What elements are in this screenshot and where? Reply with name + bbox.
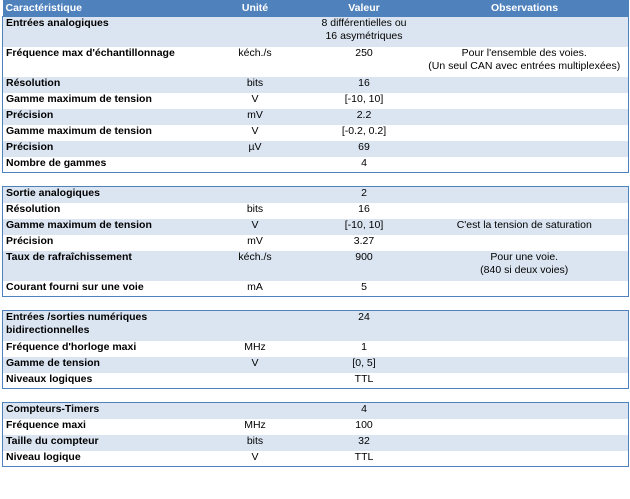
characteristic-cell	[3, 311, 203, 341]
value-text: 900	[355, 250, 373, 263]
table-row	[3, 219, 629, 235]
characteristic-cell	[3, 341, 203, 357]
value-text: 1	[361, 340, 367, 353]
value-cell	[308, 47, 421, 77]
table-row	[3, 435, 629, 451]
observation-text: Pour l'ensemble des voies.	[461, 46, 587, 59]
observation-cell	[421, 451, 629, 467]
characteristic-text: Niveaux logiques	[6, 372, 93, 385]
unit-cell	[203, 203, 308, 219]
unit-text: MHz	[244, 418, 266, 431]
observation-cell	[421, 373, 629, 389]
observation-text: (840 si deux voies)	[480, 263, 569, 276]
characteristic-text: Taille du compteur	[6, 434, 99, 447]
observation-cell	[421, 187, 629, 203]
observation-cell	[421, 235, 629, 251]
observation-cell	[421, 341, 629, 357]
value-text: 69	[358, 140, 370, 153]
unit-cell	[203, 435, 308, 451]
spacer-cell	[3, 389, 629, 403]
characteristic-text: Résolution	[6, 76, 61, 89]
header-caracteristique: Caractéristique	[3, 0, 203, 17]
observation-cell	[421, 47, 629, 77]
observation-cell	[421, 203, 629, 219]
observation-text: Pour une voie.	[490, 250, 559, 263]
characteristic-text: Précision	[6, 108, 54, 121]
unit-cell	[203, 219, 308, 235]
value-text: 16	[358, 202, 370, 215]
characteristic-cell	[3, 17, 203, 47]
table-row	[3, 109, 629, 125]
table-row	[3, 17, 629, 47]
table-row	[3, 157, 629, 173]
table-row	[3, 373, 629, 389]
characteristic-cell	[3, 419, 203, 435]
observation-cell	[421, 435, 629, 451]
table-row	[3, 357, 629, 373]
unit-cell	[203, 125, 308, 141]
table-row	[3, 141, 629, 157]
unit-text: V	[251, 450, 259, 463]
table-row	[3, 203, 629, 219]
characteristic-cell	[3, 109, 203, 125]
unit-cell	[203, 419, 308, 435]
characteristic-cell	[3, 451, 203, 467]
observation-cell	[421, 311, 629, 341]
unit-text: MHz	[244, 340, 266, 353]
value-cell	[308, 451, 421, 467]
characteristic-cell	[3, 47, 203, 77]
value-text: TTL	[354, 450, 374, 463]
characteristic-cell	[3, 77, 203, 93]
characteristic-cell	[3, 141, 203, 157]
value-cell	[308, 373, 421, 389]
characteristic-text: Niveau logique	[6, 450, 81, 463]
value-cell	[308, 157, 421, 173]
value-text: 4	[361, 403, 367, 415]
characteristic-cell	[3, 235, 203, 251]
characteristic-cell	[3, 219, 203, 235]
unit-cell	[203, 451, 308, 467]
unit-text: µV	[248, 140, 262, 153]
unit-cell	[203, 109, 308, 125]
value-text: 5	[361, 280, 367, 293]
value-cell	[308, 125, 421, 141]
value-text: [-10, 10]	[344, 92, 384, 105]
characteristic-text: Précision	[6, 140, 54, 153]
characteristic-cell	[3, 357, 203, 373]
group-spacer	[3, 389, 629, 403]
table-row	[3, 77, 629, 93]
characteristic-cell	[3, 251, 203, 281]
table-row	[3, 187, 629, 203]
header-observations: Observations	[421, 0, 629, 17]
unit-text: mV	[247, 234, 263, 247]
unit-cell	[203, 403, 308, 419]
characteristic-text: Entrées /sorties numériques	[6, 311, 148, 323]
value-text: 16 asymétriques	[325, 30, 403, 42]
unit-text: bits	[246, 202, 264, 215]
unit-cell	[203, 357, 308, 373]
value-text: 24	[358, 311, 370, 323]
unit-cell	[203, 157, 308, 173]
characteristic-cell	[3, 281, 203, 297]
observation-cell	[421, 109, 629, 125]
value-cell	[308, 419, 421, 435]
characteristic-text: Fréquence d'horloge maxi	[6, 340, 137, 353]
specifications-body	[3, 17, 629, 467]
unit-cell	[203, 311, 308, 341]
value-text: 100	[355, 418, 373, 431]
characteristic-cell	[3, 93, 203, 109]
header-unite: Unité	[203, 0, 308, 17]
observation-text: (Un seul CAN avec entrées multiplexées)	[428, 59, 621, 72]
characteristic-text: Taux de rafraîchissement	[6, 250, 132, 263]
observation-text: C'est la tension de saturation	[456, 218, 592, 231]
value-cell	[308, 341, 421, 357]
characteristic-text: Résolution	[6, 202, 61, 215]
table-row	[3, 403, 629, 419]
characteristic-cell	[3, 157, 203, 173]
characteristic-text: Courant fourni sur une voie	[6, 280, 144, 293]
table-row	[3, 451, 629, 467]
observation-cell	[421, 77, 629, 93]
unit-cell	[203, 17, 308, 47]
unit-cell	[203, 341, 308, 357]
characteristic-text: Entrées analogiques	[6, 17, 109, 29]
value-cell	[308, 77, 421, 93]
characteristic-text: Fréquence maxi	[6, 418, 86, 431]
value-text: TTL	[354, 372, 374, 385]
value-text: 250	[355, 46, 373, 59]
value-cell	[308, 357, 421, 373]
characteristic-text: Gamme maximum de tension	[6, 124, 152, 137]
unit-text: kéch./s	[238, 46, 272, 59]
spacer-cell	[3, 297, 629, 311]
unit-cell	[203, 235, 308, 251]
value-text: [0, 5]	[352, 356, 376, 369]
characteristic-text: bidirectionnelles	[6, 324, 90, 336]
value-cell	[308, 219, 421, 235]
characteristic-text: Fréquence max d'échantillonnage	[6, 46, 175, 59]
unit-text: kéch./s	[238, 250, 272, 263]
unit-cell	[203, 93, 308, 109]
unit-cell	[203, 47, 308, 77]
observation-cell	[421, 281, 629, 297]
specifications-table	[2, 0, 629, 467]
value-cell	[308, 187, 421, 203]
characteristic-text: Gamme maximum de tension	[6, 92, 152, 105]
value-cell	[308, 435, 421, 451]
characteristic-cell	[3, 203, 203, 219]
header-valeur: Valeur	[308, 0, 421, 17]
value-cell	[308, 281, 421, 297]
table-row	[3, 341, 629, 357]
table-row	[3, 251, 629, 281]
unit-cell	[203, 373, 308, 389]
characteristic-cell	[3, 373, 203, 389]
table-row	[3, 93, 629, 109]
unit-text: mA	[247, 280, 263, 293]
value-text: 2.2	[356, 108, 372, 121]
observation-cell	[421, 157, 629, 173]
value-cell	[308, 311, 421, 341]
spacer-cell	[3, 173, 629, 187]
value-cell	[308, 251, 421, 281]
unit-text: V	[251, 92, 259, 105]
unit-cell	[203, 281, 308, 297]
group-spacer	[3, 173, 629, 187]
unit-text: mV	[247, 108, 263, 121]
value-cell	[308, 109, 421, 125]
unit-cell	[203, 187, 308, 203]
observation-cell	[421, 141, 629, 157]
observation-cell	[421, 219, 629, 235]
observation-cell	[421, 357, 629, 373]
characteristic-text: Compteurs-Timers	[6, 403, 100, 415]
table-row	[3, 419, 629, 435]
unit-cell	[203, 77, 308, 93]
table-row	[3, 47, 629, 77]
value-text: [-10, 10]	[344, 218, 384, 231]
characteristic-text: Gamme maximum de tension	[6, 218, 152, 231]
value-text: 16	[358, 76, 370, 89]
characteristic-cell	[3, 435, 203, 451]
characteristic-text: Précision	[6, 234, 54, 247]
table-row	[3, 311, 629, 341]
characteristic-cell	[3, 187, 203, 203]
value-cell	[308, 141, 421, 157]
group-spacer	[3, 297, 629, 311]
characteristic-cell	[3, 403, 203, 419]
value-text: 8 différentielles ou	[321, 17, 407, 29]
unit-text: V	[251, 356, 259, 369]
value-text: 2	[361, 187, 367, 199]
unit-text: bits	[246, 434, 264, 447]
value-text: [-0.2, 0.2]	[341, 124, 387, 137]
value-cell	[308, 203, 421, 219]
characteristic-text: Gamme de tension	[6, 356, 100, 369]
unit-text: V	[251, 124, 259, 137]
observation-cell	[421, 17, 629, 47]
characteristic-cell	[3, 125, 203, 141]
observation-cell	[421, 125, 629, 141]
observation-cell	[421, 419, 629, 435]
value-text: 3.27	[353, 234, 375, 247]
characteristic-text: Sortie analogiques	[6, 187, 100, 199]
value-text: 32	[358, 434, 370, 447]
unit-text: V	[251, 218, 259, 231]
observation-cell	[421, 93, 629, 109]
table-row	[3, 281, 629, 297]
value-cell	[308, 235, 421, 251]
value-text: 4	[361, 156, 367, 169]
header-row	[3, 0, 629, 17]
value-cell	[308, 17, 421, 47]
observation-cell	[421, 251, 629, 281]
unit-text: bits	[246, 76, 264, 89]
unit-cell	[203, 251, 308, 281]
table-row	[3, 125, 629, 141]
table-row	[3, 235, 629, 251]
characteristic-text: Nombre de gammes	[6, 156, 107, 169]
unit-cell	[203, 141, 308, 157]
value-cell	[308, 403, 421, 419]
value-cell	[308, 93, 421, 109]
observation-cell	[421, 403, 629, 419]
